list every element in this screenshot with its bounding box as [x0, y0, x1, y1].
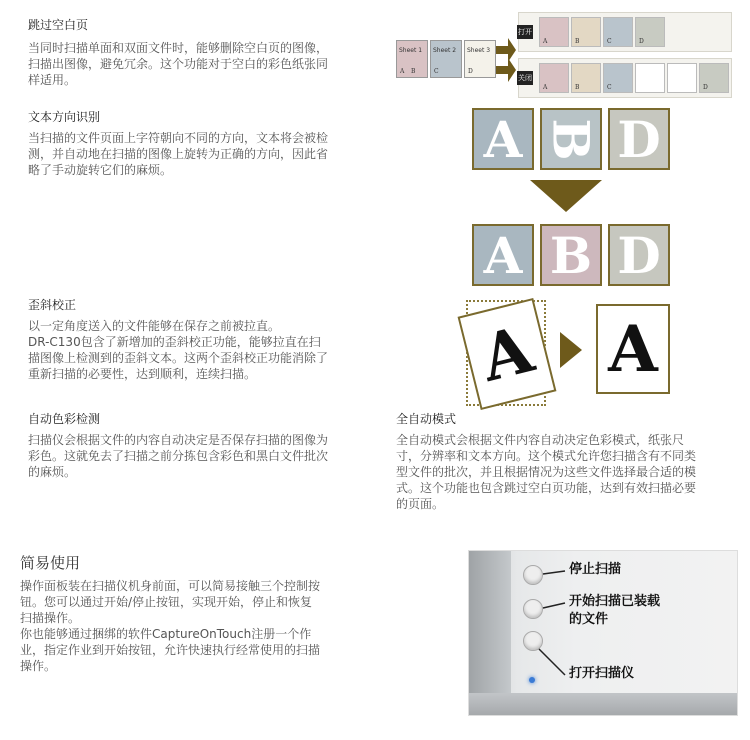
text-line: 业，指定作业到开始按钮，允许快速执行经常使用的扫描: [20, 643, 321, 657]
sheet-2: [430, 40, 462, 78]
sheet-label: Sheet 2: [433, 47, 457, 54]
straight-letter: A: [608, 311, 658, 387]
result-tile-blank: [635, 63, 665, 93]
down-arrow-icon: [530, 180, 602, 212]
result-tile: D: [635, 17, 665, 47]
callout-line: 的文件: [569, 612, 609, 627]
text-line: 样适用。: [28, 73, 77, 87]
color-detect-text: [28, 432, 373, 480]
off-tag: 关闭: [517, 71, 533, 85]
blank-skip-text: [28, 40, 368, 88]
text-line: 型文件的批次，并且根据情况为这些文件选择最合适的模: [396, 465, 697, 479]
orient-tile-d: D: [608, 108, 670, 170]
text-line: 钮。您可以通过开始/停止按钮，实现开始，停止和恢复: [20, 595, 313, 609]
orientation-text: [28, 130, 373, 178]
result-tile: A: [539, 17, 569, 47]
sheet-label: Sheet 1: [399, 47, 423, 54]
result-tile-blank: [667, 63, 697, 93]
easy-use-title: 简易使用: [20, 554, 81, 572]
text-line: 略了手动旋转它们的麻烦。: [28, 163, 173, 177]
text-line: DR-C130包含了新增加的歪斜校正功能，能够拉直在扫: [28, 335, 321, 349]
text-line: 彩色。这就免去了扫描之前分拣包含彩色和黑白文件批次: [28, 449, 329, 463]
blank-skip-diagram: [392, 10, 737, 94]
text-line: 操作。: [20, 659, 57, 673]
sheet-letter: A: [400, 68, 405, 75]
callout-power: 打开扫描仪: [569, 666, 635, 681]
scanner-panel-photo: [468, 550, 738, 716]
text-line: 寸，分辨率和文本方向。这个模式允许您扫描含有不同类: [396, 449, 697, 463]
callout-stop: 停止扫描: [569, 562, 622, 577]
sheet-letter: B: [411, 68, 416, 75]
color-detect-title: 自动色彩检测: [28, 412, 101, 426]
result-tile: B: [571, 17, 601, 47]
sheet-label: Sheet 3: [467, 47, 491, 54]
result-tile: A: [539, 63, 569, 93]
text-line: 操作面板装在扫描仪机身前面，可以简易接触三个控制按: [20, 579, 321, 593]
callout-start: [569, 593, 660, 629]
text-line: 扫描操作。: [20, 611, 81, 625]
orientation-title: 文本方向识别: [28, 110, 101, 124]
text-line: 的麻烦。: [28, 465, 77, 479]
blank-skip-title: 跳过空白页: [28, 18, 89, 32]
text-line: 的页面。: [396, 497, 445, 511]
text-line: 全自动模式会根据文件内容自动决定色彩模式，纸张尺: [396, 433, 685, 447]
text-line: 你也能够通过捆绑的软件CaptureOnTouch注册一个作: [20, 627, 312, 641]
text-line: 当扫描的文件页面上字符朝向不同的方向，文本将会被检: [28, 131, 329, 145]
branch-arrow-icon: [496, 32, 518, 84]
deskew-title: 歪斜校正: [28, 298, 77, 312]
text-line: 以一定角度送入的文件能够在保存之前被拉直。: [28, 319, 281, 333]
text-line: 测，并自动地在扫描的图像上旋转为正确的方向，因此省: [28, 147, 329, 161]
result-tile: C: [603, 63, 633, 93]
result-tile: C: [603, 17, 633, 47]
text-line: 扫描仪会根据文件的内容自动决定是否保存扫描的图像为: [28, 433, 329, 447]
result-tile: D: [699, 63, 729, 93]
orient-result-b: B: [540, 224, 602, 286]
auto-mode-text: [396, 432, 741, 512]
straight-page: [596, 304, 670, 394]
callout-line: 开始扫描已装载: [569, 594, 661, 609]
auto-mode-title: 全自动模式: [396, 412, 457, 426]
skewed-letter: A: [473, 311, 541, 397]
sheet-1: [396, 40, 428, 78]
orient-tile-b-rotated: B: [540, 108, 602, 170]
on-row: [518, 12, 732, 52]
orient-tile-a: A: [472, 108, 534, 170]
text-line: 扫描出图像，避免冗余。这个功能对于空白的彩色纸张同: [28, 57, 329, 71]
on-tag: 打开: [517, 25, 533, 39]
text-line: 描图像上检测到的歪斜文本。这两个歪斜校正功能消除了: [28, 351, 329, 365]
sheet-letter: C: [434, 68, 439, 75]
result-tile: B: [571, 63, 601, 93]
sheet-3: [464, 40, 496, 78]
sheet-letter: D: [468, 68, 473, 75]
off-row: [518, 58, 732, 98]
text-line: 当同时扫描单面和双面文件时，能够删除空白页的图像，: [28, 41, 329, 55]
deskew-text: [28, 318, 373, 382]
orient-result-d: D: [608, 224, 670, 286]
text-line: 重新扫描的必要性，达到顺利，连续扫描。: [28, 367, 257, 381]
text-line: 式。这个功能也包含跳过空白页功能，达到有效扫描必要: [396, 481, 697, 495]
orient-result-a: A: [472, 224, 534, 286]
easy-use-text: [20, 578, 380, 674]
right-arrow-icon: [560, 332, 582, 368]
